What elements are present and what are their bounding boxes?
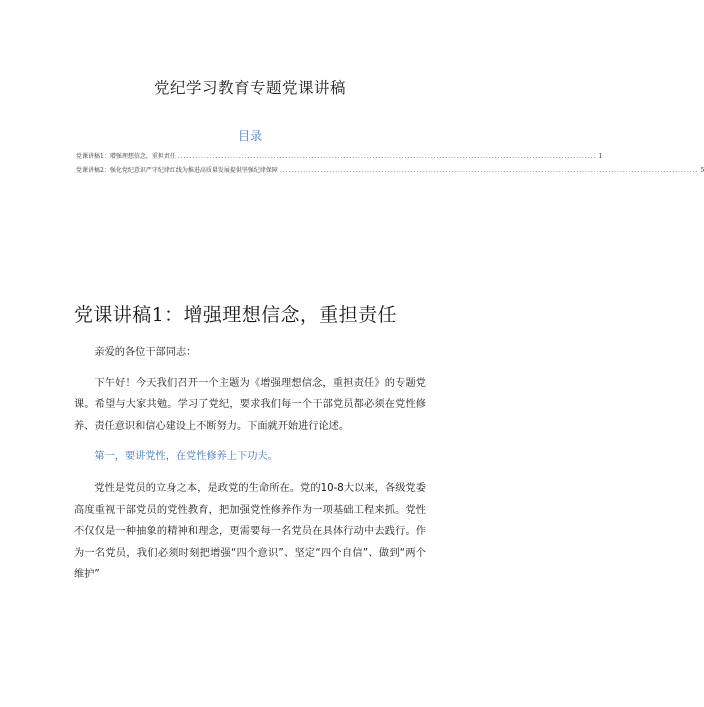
toc-leader-dots: ................................................................................................................................................ (177, 153, 597, 160)
body-paragraph: 下午好！今天我们召开一个主题为《增强理想信念，重担责任》的专题党课。希望与大家共勉。学习了党纪，要求我们每一个干部党员都必须在党性修养、责任意识和信心建设上不断努力。下面就开始进行论述。 (74, 377, 426, 432)
subheading: 第一，要讲党性，在党性修养上下功夫。 (94, 451, 278, 463)
toc-heading: 目录 (237, 129, 262, 143)
section-body (74, 342, 426, 595)
toc-entry-text: 党课讲稿1：增强理想信念，重担责任 (76, 153, 176, 160)
body-paragraph: 党性是党员的立身之本，是政党的生命所在。党的10-8大以来，各级党委高度重视干部党员的党性教育，把加强党性修养作为一项基础工程来抓。党性不仅仅是一种抽象的精神和理念，更需要每一名党员在具体行动中去践行。作为一名党员，我们必须时刻把增强“四个意识”、坚定“四个自信”、做到“两个维护” (74, 482, 426, 581)
toc-leader-dots: ................................................................................................................................................ (279, 167, 699, 174)
toc-entry[interactable] (76, 165, 704, 179)
section-title: 党课讲稿1：增强理想信念，重担责任 (74, 304, 397, 326)
toc-entry-text: 党课讲稿2：强化党纪意识严守纪律红线为推进高质量发展提供坚强纪律保障 (76, 167, 278, 174)
toc-entry-page: 1 (598, 153, 603, 160)
document-title: 党纪学习教育专题党课讲稿 (153, 79, 346, 97)
table-of-contents (76, 151, 704, 179)
toc-entry[interactable] (76, 151, 603, 165)
toc-entry-page: 5 (700, 167, 704, 174)
salutation: 亲爱的各位干部同志： (94, 347, 197, 358)
